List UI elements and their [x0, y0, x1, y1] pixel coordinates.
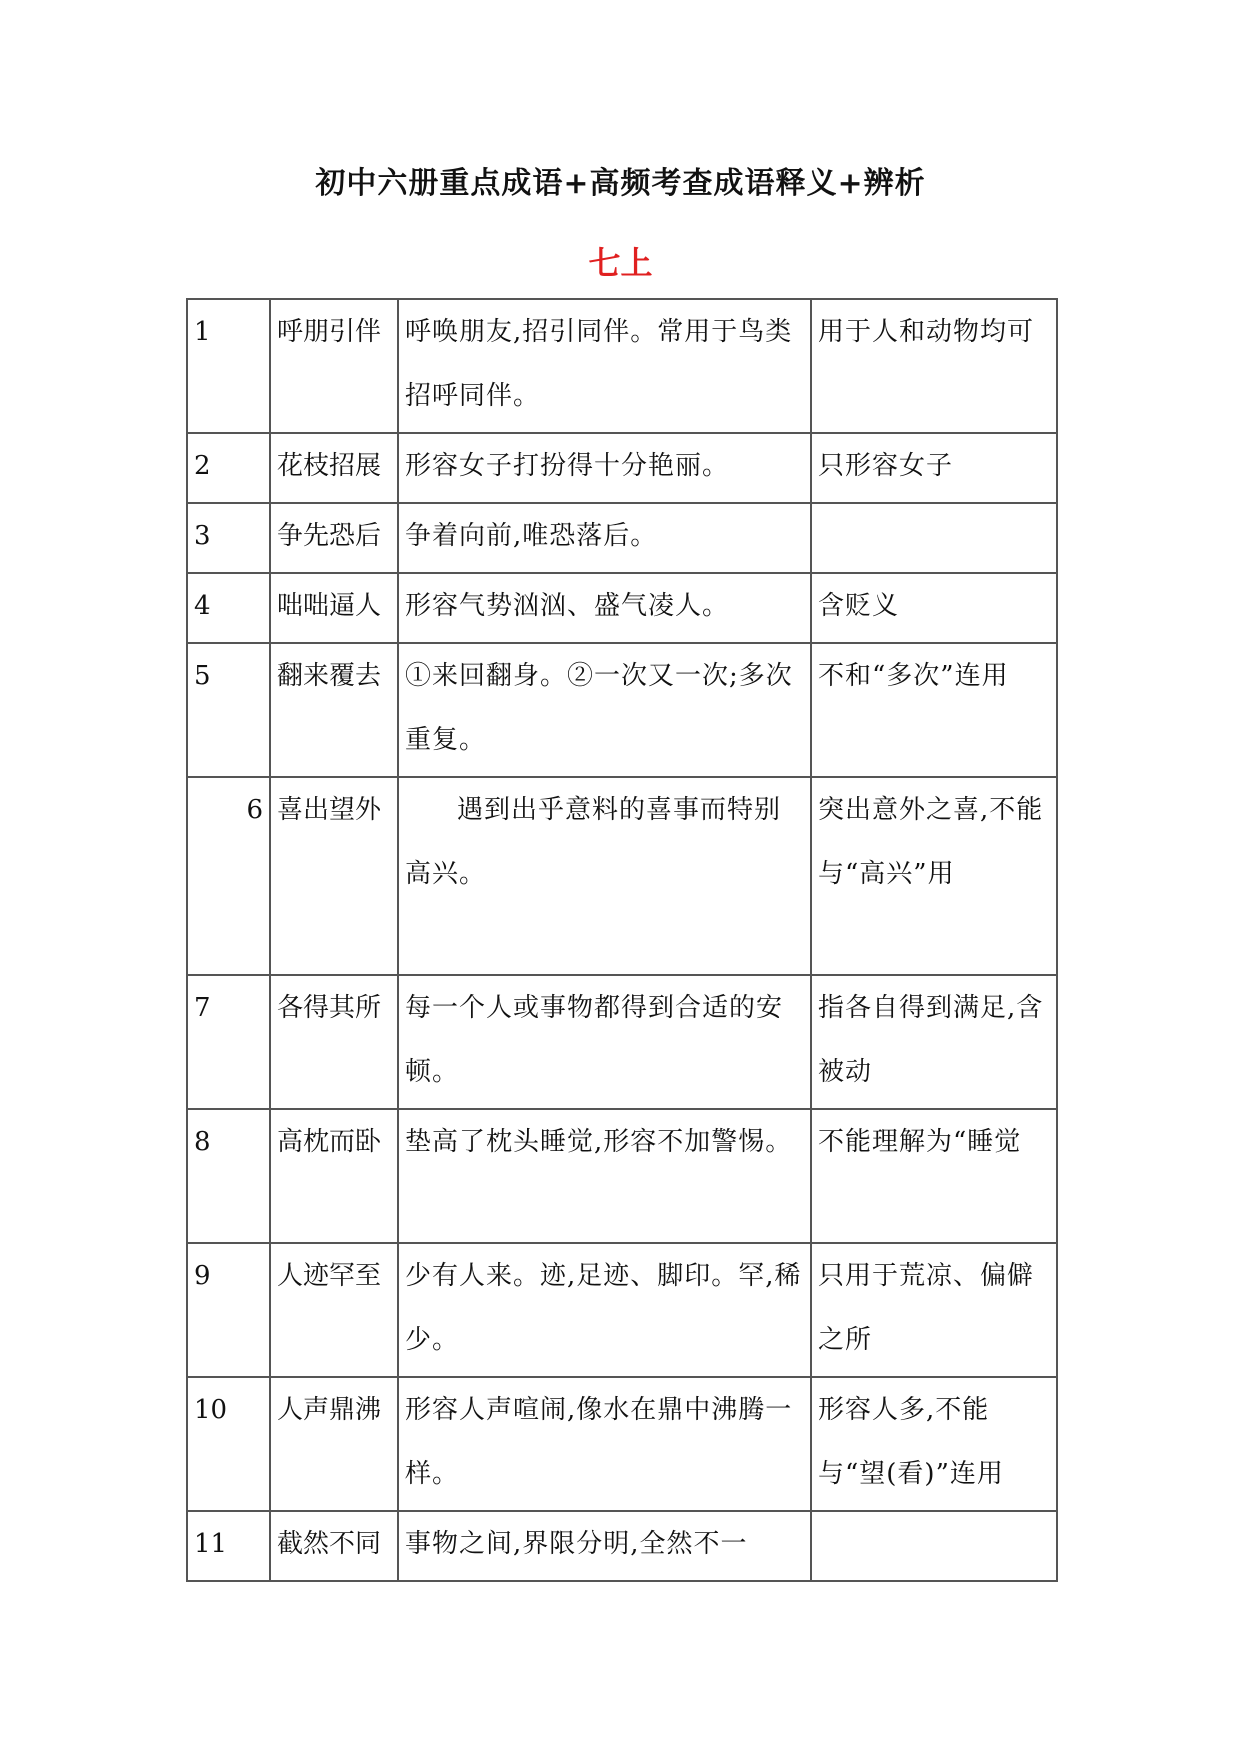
note-cell: 形容人多,不能与“望(看)”连用 [811, 1377, 1057, 1511]
table-row [187, 1243, 1057, 1377]
row-number: 5 [187, 643, 270, 777]
note-cell [811, 503, 1057, 573]
table-row [187, 433, 1057, 503]
row-number: 11 [187, 1511, 270, 1581]
meaning-cell: ①来回翻身。②一次又一次;多次重复。 [398, 643, 811, 777]
meaning-cell: 每一个人或事物都得到合适的安顿。 [398, 975, 811, 1109]
row-number: 4 [187, 573, 270, 643]
note-cell: 不和“多次”连用 [811, 643, 1057, 777]
note-cell: 只形容女子 [811, 433, 1057, 503]
note-cell: 含贬义 [811, 573, 1057, 643]
idiom-cell: 高枕而卧 [270, 1109, 398, 1243]
idiom-cell: 喜出望外 [270, 777, 398, 975]
meaning-cell: 形容人声喧闹,像水在鼎中沸腾一样。 [398, 1377, 811, 1511]
note-cell: 指各自得到满足,含被动 [811, 975, 1057, 1109]
meaning-cell: 事物之间,界限分明,全然不一 [398, 1511, 811, 1581]
section-heading: 七上 [588, 244, 653, 282]
idiom-cell: 人迹罕至 [270, 1243, 398, 1377]
idiom-cell: 呼朋引伴 [270, 299, 398, 433]
row-number: 8 [187, 1109, 270, 1243]
table-row [187, 1109, 1057, 1243]
note-cell: 用于人和动物均可 [811, 299, 1057, 433]
document-title: 初中六册重点成语+高频考查成语释义+辨析 [315, 166, 926, 201]
note-cell: 只用于荒凉、偏僻之所 [811, 1243, 1057, 1377]
row-number: 10 [187, 1377, 270, 1511]
idiom-cell: 人声鼎沸 [270, 1377, 398, 1511]
row-number: 6 [187, 777, 270, 975]
meaning-cell: 争着向前,唯恐落后。 [398, 503, 811, 573]
idiom-cell: 翻来覆去 [270, 643, 398, 777]
idiom-cell: 花枝招展 [270, 433, 398, 503]
table-row [187, 1377, 1057, 1511]
row-number: 3 [187, 503, 270, 573]
table-row [187, 975, 1057, 1109]
meaning-cell: 遇到出乎意料的喜事而特别高兴。 [398, 777, 811, 975]
meaning-cell: 形容女子打扮得十分艳丽。 [398, 433, 811, 503]
note-cell: 突出意外之喜,不能与“高兴”用 [811, 777, 1057, 975]
idiom-cell: 咄咄逼人 [270, 573, 398, 643]
table-row [187, 503, 1057, 573]
row-number: 1 [187, 299, 270, 433]
table-row [187, 299, 1057, 433]
meaning-cell: 少有人来。迹,足迹、脚印。罕,稀少。 [398, 1243, 811, 1377]
meaning-cell: 形容气势汹汹、盛气凌人。 [398, 573, 811, 643]
row-number: 7 [187, 975, 270, 1109]
note-cell [811, 1511, 1057, 1581]
idiom-cell: 各得其所 [270, 975, 398, 1109]
table-row [187, 777, 1057, 975]
idiom-cell: 争先恐后 [270, 503, 398, 573]
idiom-table [186, 298, 1058, 1582]
table-row [187, 643, 1057, 777]
note-cell: 不能理解为“睡觉 [811, 1109, 1057, 1243]
meaning-cell: 垫高了枕头睡觉,形容不加警惕。 [398, 1109, 811, 1243]
table-row [187, 573, 1057, 643]
idiom-cell: 截然不同 [270, 1511, 398, 1581]
table-row [187, 1511, 1057, 1581]
row-number: 9 [187, 1243, 270, 1377]
meaning-cell: 呼唤朋友,招引同伴。常用于鸟类招呼同伴。 [398, 299, 811, 433]
row-number: 2 [187, 433, 270, 503]
